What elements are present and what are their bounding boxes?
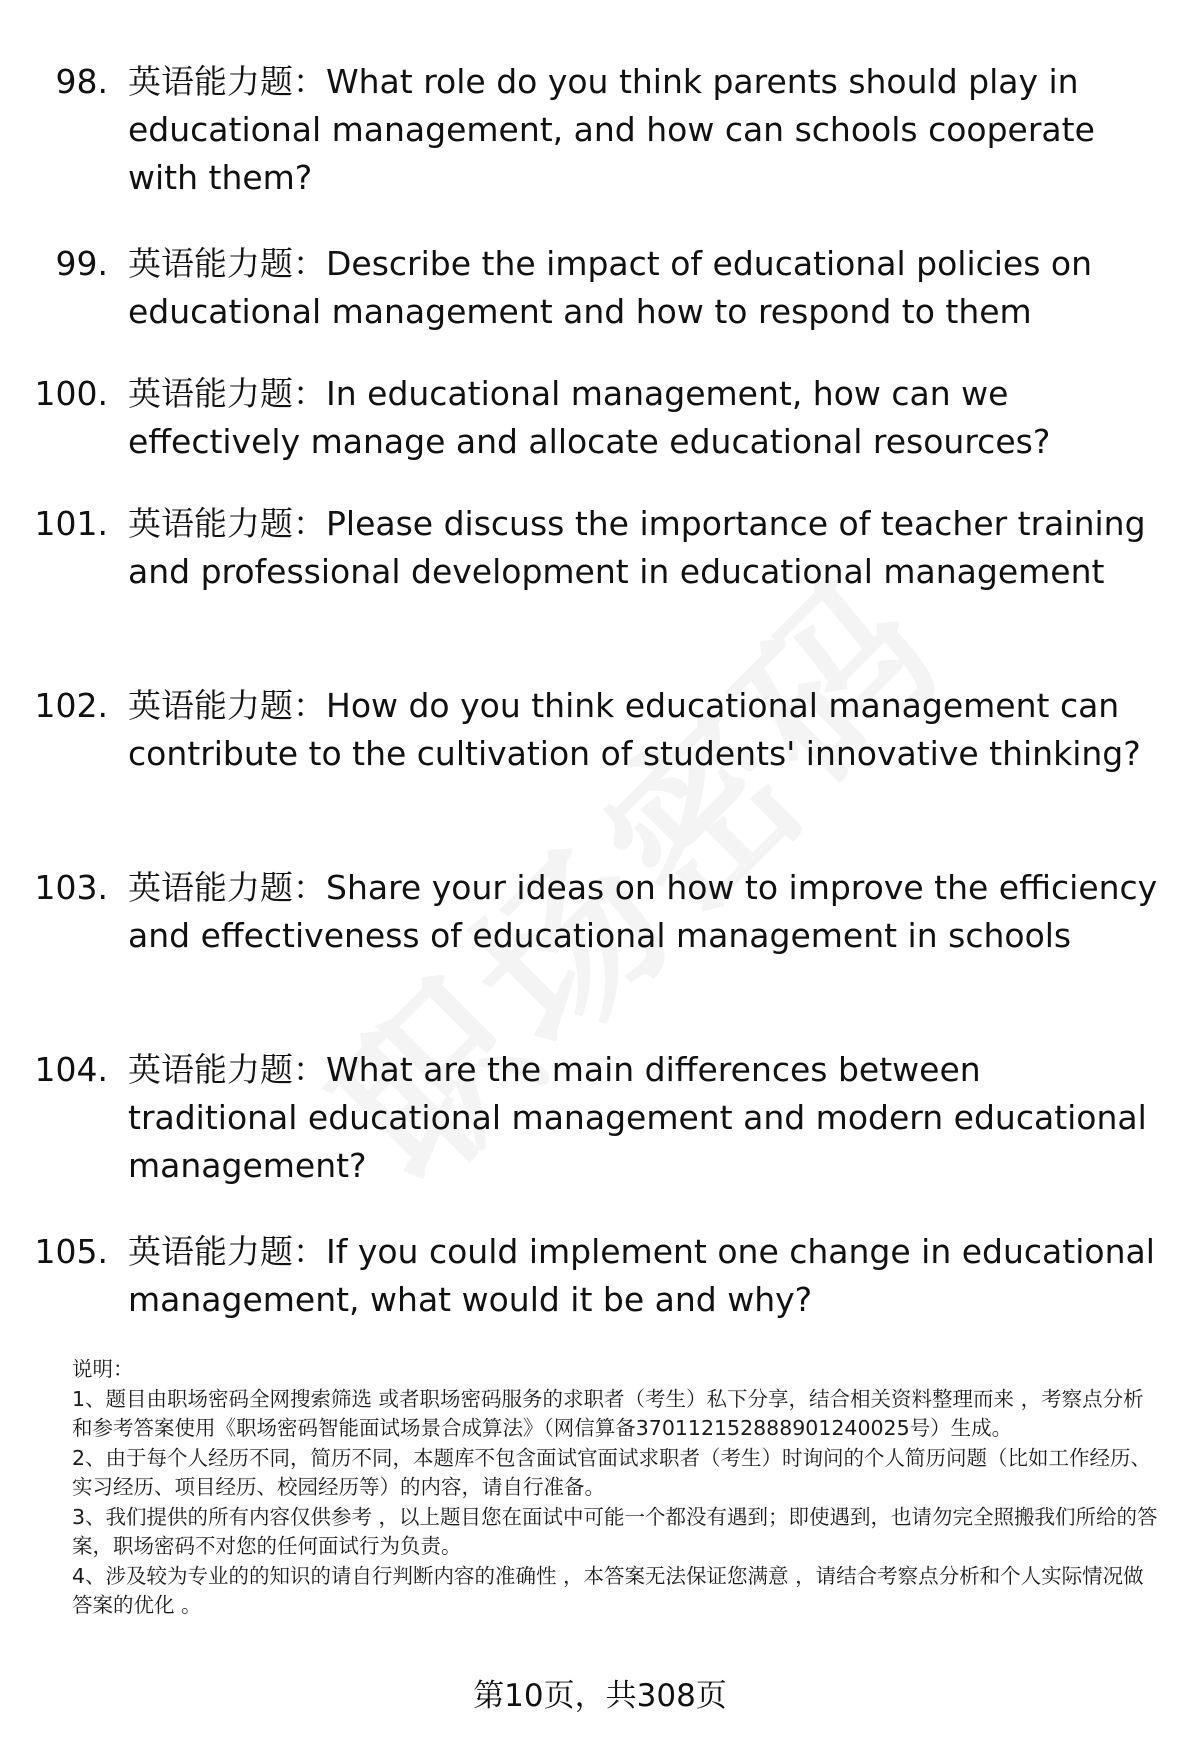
question-text: In educational management, how can we effectively manage and allocate educational resources? xyxy=(128,374,1051,461)
question-tag: 英语能力题： xyxy=(128,1232,326,1271)
note-item: 3、我们提供的所有内容仅供参考 ，以上题目您在面试中可能一个都没有遇到；即使遇到，也请勿完全照搬我们所给的答案，职场密码不对您的任何面试行为负责。 xyxy=(72,1504,1158,1558)
question-text: How do you think educational management can contribute to the cultivation of students' innovative thinking? xyxy=(128,686,1141,773)
question-tag: 英语能力题： xyxy=(128,1050,326,1089)
notes-section xyxy=(72,1355,1158,1621)
question-item xyxy=(0,864,1200,1046)
question-body xyxy=(128,864,1160,960)
question-body xyxy=(128,370,1160,466)
question-body xyxy=(128,1046,1160,1190)
question-body xyxy=(128,500,1160,596)
note-item: 2、由于每个人经历不同，简历不同，本题库不包含面试官面试求职者（考生）时询问的个人简历问题（比如工作经历、实习经历、项目经历、校园经历等）的内容，请自行准备。 xyxy=(72,1445,1152,1499)
question-number: 105. xyxy=(34,1232,108,1271)
question-tag: 英语能力题： xyxy=(128,62,326,101)
note-item: 4、涉及较为专业的的知识的请自行判断内容的准确性 ，本答案无法保证您满意 ，请结合考察点分析和个人实际情况做答案的优化 。 xyxy=(72,1563,1144,1617)
question-number: 103. xyxy=(34,868,108,907)
question-body xyxy=(128,1228,1160,1324)
question-number: 100. xyxy=(34,374,108,413)
question-text: Please discuss the importance of teacher training and professional development in educational management xyxy=(128,504,1146,591)
question-tag: 英语能力题： xyxy=(128,374,326,413)
question-item xyxy=(0,1046,1200,1228)
question-tag: 英语能力题： xyxy=(128,868,326,907)
question-text: Share your ideas on how to improve the efficiency and effectiveness of educational management in schools xyxy=(128,868,1158,955)
question-number: 102. xyxy=(34,686,108,725)
question-text: What role do you think parents should play in educational management, and how can schools cooperate with them? xyxy=(128,62,1095,197)
question-item xyxy=(0,1228,1200,1358)
notes-heading: 说明： xyxy=(72,1357,134,1381)
note-item: 1、题目由职场密码全网搜索筛选 或者职场密码服务的求职者（考生）私下分享，结合相关资料整理而来 ，考察点分析和参考答案使用《职场密码智能面试场景合成算法》（网信算备370112152888901240025号）生成。 xyxy=(72,1386,1144,1440)
question-tag: 英语能力题： xyxy=(128,686,326,725)
question-list xyxy=(0,58,1200,1358)
page-number: 第10页，共308页 xyxy=(473,1678,727,1714)
question-text: If you could implement one change in educational management, what would it be and why? xyxy=(128,1232,1155,1319)
question-item xyxy=(0,682,1200,864)
question-body xyxy=(128,682,1160,778)
question-item xyxy=(0,240,1200,370)
question-text: Describe the impact of educational policies on educational management and how to respond to them xyxy=(128,244,1093,331)
question-text: What are the main differences between traditional educational management and modern educational management? xyxy=(128,1050,1147,1185)
question-tag: 英语能力题： xyxy=(128,244,326,283)
question-number: 98. xyxy=(55,62,108,101)
question-item xyxy=(0,500,1200,682)
question-number: 101. xyxy=(34,504,108,543)
question-number: 99. xyxy=(55,244,108,283)
question-body xyxy=(128,58,1160,202)
question-number: 104. xyxy=(34,1050,108,1089)
question-tag: 英语能力题： xyxy=(128,504,326,543)
question-item xyxy=(0,58,1200,240)
question-item xyxy=(0,370,1200,500)
question-body xyxy=(128,240,1160,336)
